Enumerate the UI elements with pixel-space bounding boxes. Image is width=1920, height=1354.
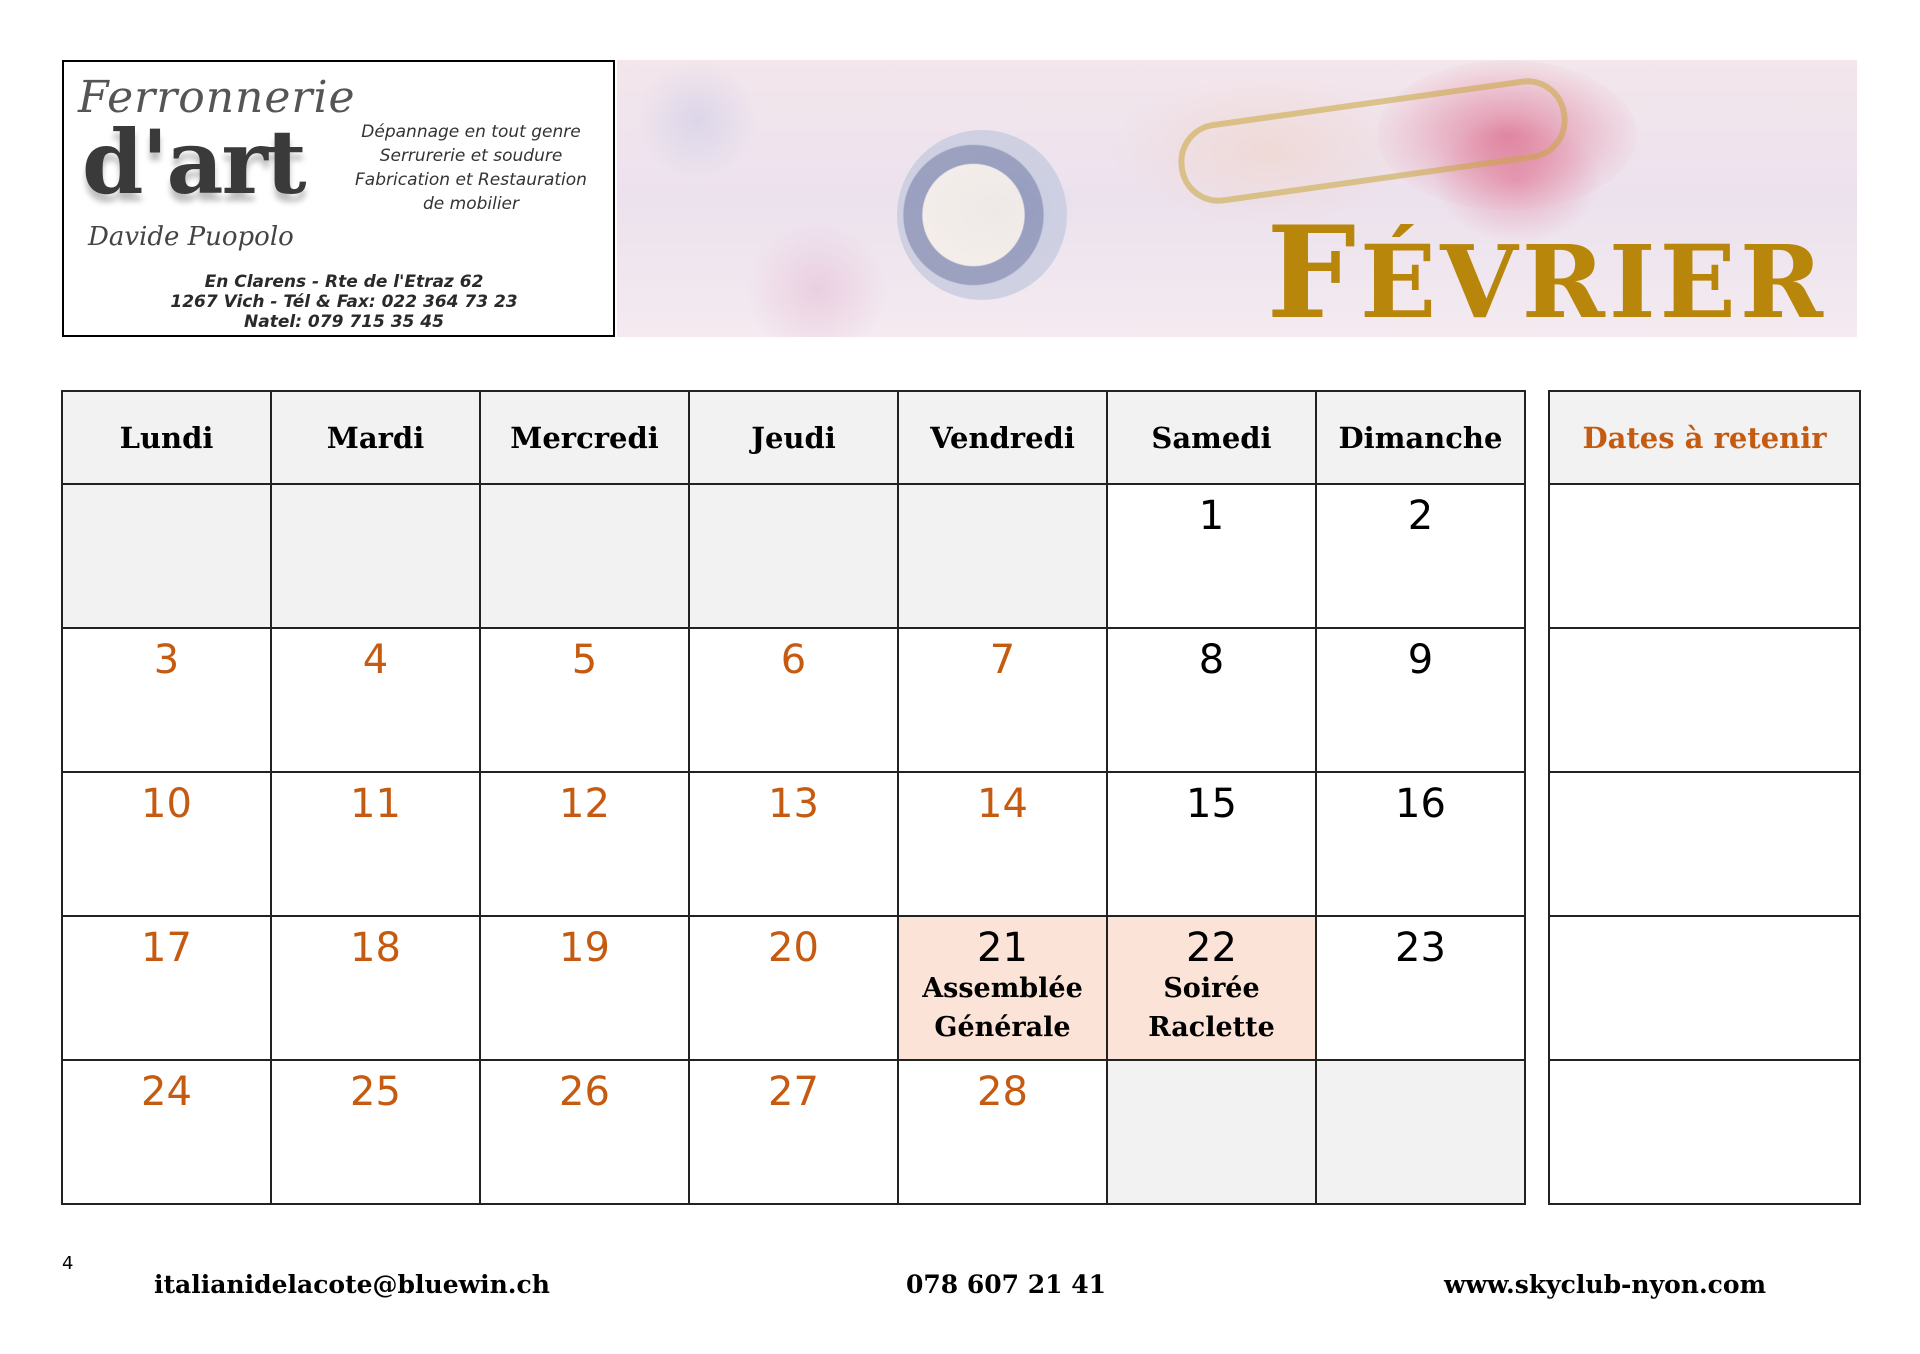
empty-day-cell [271, 484, 480, 628]
day-cell[interactable] [480, 1060, 689, 1204]
day-number: 15 [1186, 781, 1237, 827]
day-cell[interactable] [62, 628, 271, 772]
day-cell[interactable] [689, 772, 898, 916]
month-title-initial: F [1266, 199, 1360, 337]
day-cell[interactable] [898, 772, 1107, 916]
day-number: 19 [559, 925, 610, 971]
day-number: 23 [1395, 925, 1446, 971]
day-cell[interactable] [898, 1060, 1107, 1204]
day-cell[interactable] [689, 916, 898, 1060]
notes-cell[interactable] [1549, 772, 1860, 916]
month-title [1266, 199, 1828, 337]
day-number: 6 [780, 637, 807, 683]
day-number: 8 [1198, 637, 1225, 683]
day-cell[interactable] [1316, 772, 1525, 916]
day-cell[interactable] [1107, 484, 1316, 628]
empty-day-cell [1107, 1060, 1316, 1204]
carnival-mask-image [897, 130, 1067, 300]
day-number: 2 [1407, 493, 1434, 539]
page-number: 4 [62, 1253, 74, 1274]
day-cell[interactable] [62, 916, 271, 1060]
day-number: 18 [350, 925, 401, 971]
ad-owner-name: Davide Puopolo [88, 222, 294, 252]
day-number: 24 [141, 1069, 192, 1115]
footer-phone: 078 607 21 41 [906, 1270, 1107, 1299]
weekday-header: Lundi [62, 391, 271, 484]
day-cell[interactable] [62, 772, 271, 916]
calendar-grid [61, 390, 1526, 1205]
ad-service-item: Serrurerie et soudure [379, 146, 563, 166]
day-cell[interactable] [1316, 916, 1525, 1060]
day-number: 20 [768, 925, 819, 971]
day-number: 28 [977, 1069, 1028, 1115]
week-row [62, 1060, 1525, 1204]
week-row [62, 916, 1525, 1060]
day-number: 26 [559, 1069, 610, 1115]
week-row [62, 628, 1525, 772]
notes-cell[interactable] [1549, 916, 1860, 1060]
day-cell[interactable] [480, 628, 689, 772]
ad-service-item: Dépannage en tout genre [361, 122, 581, 142]
weekday-header: Vendredi [898, 391, 1107, 484]
ad-service-item: de mobilier [422, 194, 520, 214]
day-cell[interactable] [271, 628, 480, 772]
event-label: Assemblée [922, 973, 1083, 1004]
footer-email[interactable]: italianidelacote@bluewin.ch [154, 1270, 550, 1299]
day-number: 7 [989, 637, 1016, 683]
day-cell[interactable] [898, 916, 1107, 1060]
day-cell[interactable] [1107, 916, 1316, 1060]
ad-services-list [336, 120, 606, 216]
day-cell[interactable] [271, 916, 480, 1060]
empty-day-cell [1316, 1060, 1525, 1204]
empty-day-cell [480, 484, 689, 628]
event-label: Soirée [1163, 973, 1260, 1004]
empty-day-cell [689, 484, 898, 628]
notes-column [1548, 390, 1861, 1205]
ad-address-line: 1267 Vich - Tél & Fax: 022 364 73 23 [170, 292, 518, 312]
day-cell[interactable] [898, 628, 1107, 772]
day-cell[interactable] [1107, 772, 1316, 916]
notes-cell[interactable] [1549, 628, 1860, 772]
day-cell[interactable] [1316, 484, 1525, 628]
day-cell[interactable] [689, 1060, 898, 1204]
day-number: 3 [153, 637, 180, 683]
month-title-rest: ÉVRIER [1359, 223, 1827, 337]
day-number: 1 [1198, 493, 1225, 539]
day-number: 5 [571, 637, 598, 683]
day-cell[interactable] [480, 772, 689, 916]
weekday-header: Mercredi [480, 391, 689, 484]
event-label: Raclette [1148, 1012, 1275, 1043]
day-number: 17 [141, 925, 192, 971]
day-cell[interactable] [271, 772, 480, 916]
notes-header: Dates à retenir [1549, 391, 1860, 484]
weekday-header: Jeudi [689, 391, 898, 484]
day-cell[interactable] [1316, 628, 1525, 772]
day-number: 21 [977, 925, 1028, 971]
event-label: Générale [934, 1012, 1071, 1043]
day-number: 14 [977, 781, 1028, 827]
day-number: 16 [1395, 781, 1446, 827]
weekday-header: Dimanche [1316, 391, 1525, 484]
weekday-header: Samedi [1107, 391, 1316, 484]
month-banner [617, 60, 1857, 337]
empty-day-cell [898, 484, 1107, 628]
ad-address-line: Natel: 079 715 35 45 [244, 312, 444, 332]
week-row [62, 772, 1525, 916]
ad-address [104, 272, 584, 332]
empty-day-cell [62, 484, 271, 628]
notes-cell[interactable] [1549, 1060, 1860, 1204]
ad-brand-line1: Ferronnerie [78, 72, 356, 123]
day-number: 9 [1407, 637, 1434, 683]
day-number: 10 [141, 781, 192, 827]
advertisement-box [62, 60, 615, 337]
weekday-header-row [62, 391, 1525, 484]
day-number: 22 [1186, 925, 1237, 971]
day-number: 27 [768, 1069, 819, 1115]
day-number: 25 [350, 1069, 401, 1115]
day-cell[interactable] [689, 628, 898, 772]
day-cell[interactable] [271, 1060, 480, 1204]
day-cell[interactable] [62, 1060, 271, 1204]
day-number: 4 [362, 637, 389, 683]
day-number: 11 [350, 781, 401, 827]
day-number: 12 [559, 781, 610, 827]
day-cell[interactable] [1107, 628, 1316, 772]
day-number: 13 [768, 781, 819, 827]
calendar-body [62, 484, 1525, 1204]
notes-cell[interactable] [1549, 484, 1860, 628]
ad-service-item: Fabrication et Restauration [355, 170, 587, 190]
week-row [62, 484, 1525, 628]
ad-brand-line2: d'art [82, 110, 305, 214]
footer-website[interactable]: www.skyclub-nyon.com [1444, 1270, 1767, 1299]
weekday-header: Mardi [271, 391, 480, 484]
ad-address-line: En Clarens - Rte de l'Etraz 62 [204, 272, 484, 292]
day-cell[interactable] [480, 916, 689, 1060]
